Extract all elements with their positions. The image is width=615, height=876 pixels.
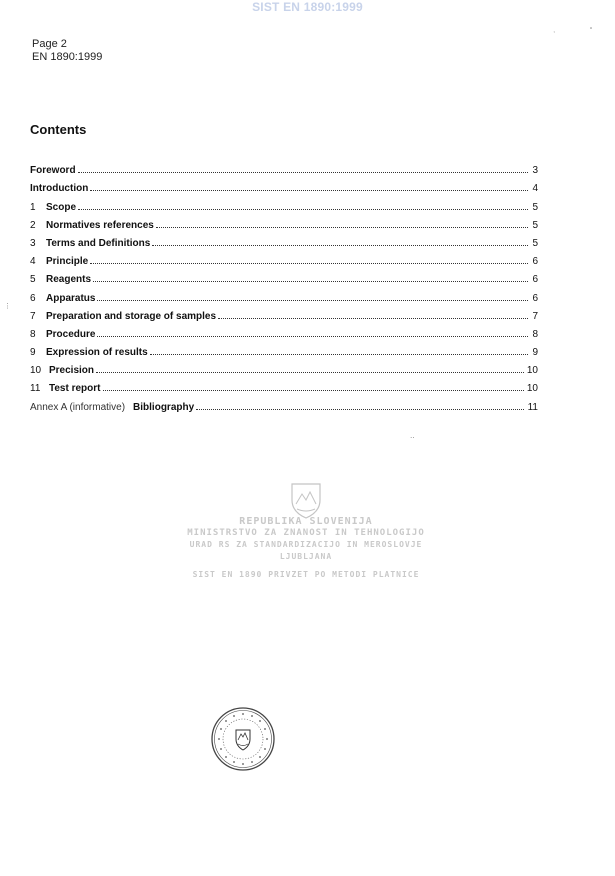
stamp-line: URAD RS ZA STANDARDIZACIJO IN MEROSLOVJE: [189, 540, 423, 549]
toc-number: 6: [30, 292, 36, 304]
toc-entry-precision[interactable]: [30, 358, 538, 376]
toc-page: 7: [532, 310, 538, 322]
toc-entry-test-report[interactable]: [30, 376, 538, 394]
toc-entry-introduction[interactable]: [30, 176, 538, 194]
toc-entry-terms-and-definitions[interactable]: [30, 231, 538, 249]
toc-leader: [78, 171, 528, 173]
toc-annex-prefix: Annex A (informative): [30, 401, 126, 413]
table-of-contents: [30, 158, 538, 413]
toc-label: Reagents: [46, 274, 92, 286]
toc-leader: [196, 408, 524, 410]
toc-page: 3: [532, 165, 538, 177]
stamp-line: REPUBLIKA SLOVENIJA: [239, 516, 373, 527]
toc-page: 10: [526, 383, 538, 395]
toc-label: Principle: [46, 256, 89, 268]
toc-page: 5: [532, 237, 538, 249]
toc-leader: [78, 208, 528, 210]
toc-number: 8: [30, 328, 36, 340]
stamp-line: MINISTRSTVO ZA ZNANOST IN TEHNOLOGIJO: [187, 528, 425, 538]
toc-label: Precision: [49, 365, 95, 377]
watermark: SIST EN 1890:1999: [252, 0, 363, 14]
page-number: Page 2: [32, 38, 67, 50]
toc-entry-expression-of-results[interactable]: [30, 340, 538, 358]
toc-leader: [96, 371, 524, 373]
toc-page: 4: [532, 183, 538, 195]
toc-page: 6: [532, 274, 538, 286]
stamp-line: SIST EN 1890 PRIVZET PO METODI PLATNICE: [192, 570, 420, 579]
toc-page: 6: [532, 292, 538, 304]
toc-leader: [90, 262, 528, 264]
toc-label: Normatives references: [46, 219, 154, 231]
scan-mark: ᾽: [553, 32, 556, 39]
toc-entry-reagents[interactable]: [30, 267, 538, 285]
toc-leader: [218, 317, 528, 319]
toc-label: Introduction: [30, 183, 89, 195]
standard-number: EN 1890:1999: [32, 51, 103, 63]
toc-number: 7: [30, 310, 36, 322]
toc-label: Expression of results: [46, 347, 148, 359]
toc-number: 4: [30, 256, 36, 268]
toc-page: 9: [532, 347, 538, 359]
toc-leader: [97, 299, 528, 301]
toc-leader: [152, 244, 528, 246]
faded-official-stamp: [176, 478, 436, 618]
toc-label: Terms and Definitions: [46, 237, 151, 249]
scan-mark: ˚: [590, 28, 593, 35]
toc-label: Scope: [46, 201, 77, 213]
toc-page: 6: [532, 256, 538, 268]
coat-of-arms-icon: [288, 480, 324, 520]
toc-leader: [93, 280, 528, 282]
toc-entry-apparatus[interactable]: [30, 285, 538, 303]
toc-leader: [97, 335, 528, 337]
toc-page: 8: [532, 328, 538, 340]
stamp-line: LJUBLJANA: [279, 552, 333, 561]
contents-title: Contents: [30, 122, 87, 137]
toc-page: 11: [527, 401, 538, 413]
toc-page: 5: [532, 219, 538, 231]
scan-mark: ‥: [410, 433, 415, 440]
page-header: [32, 38, 102, 64]
toc-entry-foreword[interactable]: [30, 158, 538, 176]
toc-number: 11: [30, 383, 41, 395]
round-seal-icon: [210, 706, 276, 772]
toc-label: Procedure: [46, 328, 96, 340]
toc-leader: [103, 389, 525, 391]
toc-number: 10: [30, 365, 42, 377]
toc-entry-bibliography[interactable]: [30, 394, 538, 412]
toc-label: Apparatus: [46, 292, 96, 304]
toc-entry-normative-references[interactable]: [30, 213, 538, 231]
toc-entry-procedure[interactable]: [30, 322, 538, 340]
toc-number: 3: [30, 237, 36, 249]
toc-entry-principle[interactable]: [30, 249, 538, 267]
toc-label: Bibliography: [133, 401, 195, 413]
toc-number: 5: [30, 274, 36, 286]
toc-number: 2: [30, 219, 36, 231]
toc-leader: [156, 226, 528, 228]
scan-mark: ⋮: [4, 303, 11, 310]
toc-page: 10: [526, 365, 538, 377]
toc-entry-preparation-and-storage[interactable]: [30, 304, 538, 322]
toc-leader: [150, 353, 528, 355]
toc-page: 5: [532, 201, 538, 213]
toc-label: Test report: [49, 383, 101, 395]
toc-label: Preparation and storage of samples: [46, 310, 217, 322]
toc-leader: [90, 189, 528, 191]
toc-number: 9: [30, 347, 36, 359]
toc-label: Foreword: [30, 165, 76, 177]
toc-entry-scope[interactable]: [30, 194, 538, 212]
toc-number: 1: [30, 201, 36, 213]
